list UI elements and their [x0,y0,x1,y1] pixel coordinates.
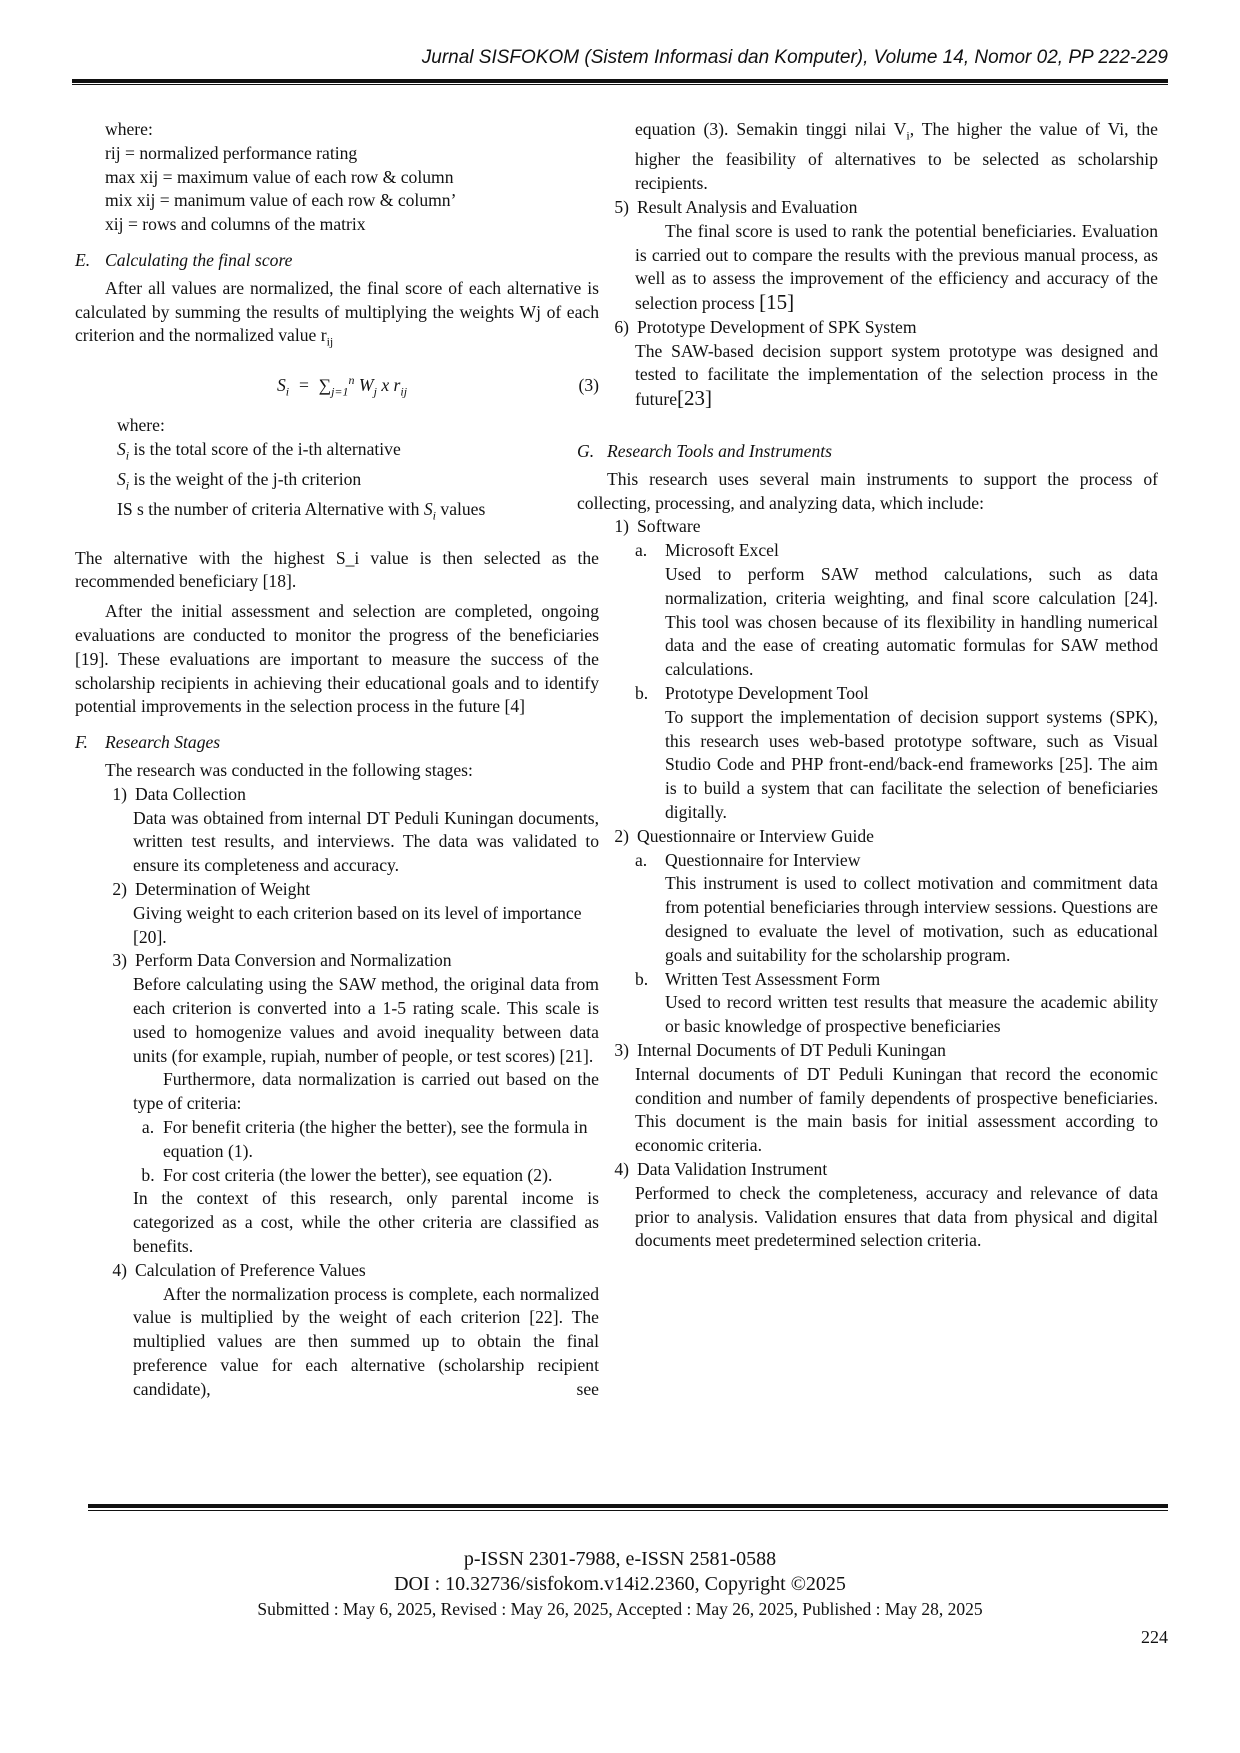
list-item [577,1158,1158,1182]
sublist-title: Microsoft Excel [665,540,779,561]
list-text [635,220,1158,316]
list-number: 1) [112,783,127,804]
list-item [75,949,599,973]
list-text: Giving weight to each criterion based on its level of importance [20]. [133,902,582,947]
list-number: 4) [112,1259,127,1280]
sublist-text: For cost criteria (the lower the better), see equation (2). [163,1164,553,1185]
paragraph-final-score [75,277,599,355]
list-item [577,825,1158,849]
paragraph-text: After all values are normalized, the final score of each alternative is calculated by summing the results of multiplying the weights Wj of each criterion and the normalized value r [75,277,599,346]
list-item [577,316,1158,340]
footer-doi: DOI : 10.32736/sisfokom.v14i2.2360, Copyright ©2025 [394,1573,846,1595]
sublist-text: Used to perform SAW method calculations, such as data normalization, criteria weighting, and final score calculation [24]. This tool was chosen because of its flexibility in handling numerical data and the ease of creating automatic formulas for SAW method calculations. [665,564,1158,680]
list-text [635,340,1158,412]
definition-line: $S_i$ is the weight of the j-th criterion [117,468,362,493]
left-column [75,118,599,1401]
list-item [75,878,599,902]
list-number: 3) [112,950,127,971]
list-title: Calculation of Preference Values [135,1259,366,1280]
stages-intro: The research was conducted in the following stages: [105,759,473,780]
section-title: Research Tools and Instruments [607,441,832,462]
sublist-title: Questionnaire for Interview [665,849,861,870]
list-title: Data Collection [135,783,246,804]
citation: [23] [677,386,713,411]
definition-line: $S_i$ is the total score of the i-th alternative [117,438,401,463]
header-rule [72,79,1168,85]
journal-header: Jurnal SISFOKOM (Sistem Informasi dan Komputer), Volume 14, Nomor 02, PP 222-229 [421,47,1168,68]
list-text: Data was obtained from internal DT Peduli Kuningan documents, written test results, and interviews. The data was validated to ensure its completeness and accuracy. [133,807,599,876]
list-text: Furthermore, data normalization is carried out based on the type of criteria: [133,1069,599,1114]
list-text: Performed to check the completeness, accuracy and relevance of data prior to analysis. Validation ensures that data from physical and digital documents meet predetermined selection criteria. [635,1182,1158,1251]
equation-number: (3) [578,375,599,396]
sublist-item [635,968,1158,992]
list-item [75,1259,599,1283]
sublist-title: Written Test Assessment Form [665,968,881,989]
list-number: 4) [614,1158,629,1179]
list-title: Questionnaire or Interview Guide [637,825,874,846]
citation: [15] [759,290,795,315]
sublist-text: For benefit criteria (the higher the better), see the formula in equation (1). [163,1116,588,1161]
section-title: Research Stages [105,732,221,753]
sublist-number: b. [635,683,649,704]
paragraph-text: The final score is used to rank the potential beneficiaries. Evaluation is carried out to compare the results with the previous manual process, as well as to assess the improvement of the efficiency and accuracy of the selection process [635,220,1158,314]
section-title: Calculating the final score [105,249,293,270]
sublist-number: b. [635,968,649,989]
paragraph-text: equation (3). Semakin tinggi nilai V [635,119,907,139]
sublist-number: a. [635,540,648,561]
footer-rule [88,1504,1168,1511]
list-item [577,515,1158,539]
right-column [577,118,1158,1253]
definition-line: max xij = maximum value of each row & column [105,166,454,187]
sublist-item [635,849,1158,873]
list-title: Result Analysis and Evaluation [637,196,858,217]
section-label: E. [75,249,91,270]
equation-3 [75,369,599,404]
list-number: 1) [614,516,629,537]
section-label: F. [75,732,88,753]
footer-issn: p-ISSN 2301-7988, e-ISSN 2581-0588 [463,1548,777,1570]
section-heading-g [577,440,1158,464]
sublist-text: To support the implementation of decision support systems (SPK), this research uses web-based prototype software, such as Visual Studio Code and PHP front-end/back-end frameworks [25]. The aim is to build a system that can facilitate the selection of beneficiaries digitally. [665,706,1158,823]
definition-line: mix xij = manimum value of each row & column’ [105,190,457,211]
list-text: Before calculating using the SAW method, the original data from each criterion is converted into a 1-5 rating scale. This scale is used to homogenize values and avoid inequality between data units (for example, rupiah, number of people, or test scores) [21]. [133,974,599,1066]
list-item [577,1039,1158,1063]
sublist-number: b. [141,1164,155,1185]
list-text: In the context of this research, only parental income is categorized as a cost, while the other criteria are classified as benefits. [133,1188,599,1256]
list-number: 2) [112,878,127,899]
sublist-text: Used to record written test results that measure the academic ability or basic knowledge of prospective beneficiaries [665,992,1158,1037]
where-label: where: [105,119,153,139]
sublist-item [75,1116,599,1164]
list-number: 6) [614,316,629,337]
list-title: Software [637,516,701,537]
sublist-item [75,1164,599,1188]
list-number: 3) [614,1040,629,1060]
instruments-intro: This research uses several main instruments to support the process of collecting, processing, and analyzing data, which include: [577,468,1158,513]
footer-dates: Submitted : May 6, 2025, Revised : May 26, 2025, Accepted : May 26, 2025, Published : May 28, 2025 [257,1599,983,1619]
list-number: 5) [614,196,629,217]
sublist-number: a. [635,849,648,870]
page-number: 224 [1141,1627,1168,1647]
definition-text: is the total score of the i-th alternative [133,438,401,459]
paragraph-evaluation: After the initial assessment and selection are completed, ongoing evaluations are conducted to monitor the progress of the beneficiaries [19]. These evaluations are important to measure the success of the scholarship recipients in achieving their educational goals and to identify potential improvements in the selection process in the future [4] [75,601,599,717]
list-title: Determination of Weight [135,878,311,899]
paragraph-text: , The higher the value of Vi, the higher the feasibility of alternatives to be selected as scholarship recipients. [635,119,1158,194]
definition-line: rij = normalized performance rating [105,142,358,163]
list-title: Data Validation Instrument [637,1158,828,1179]
subscript: i [906,128,910,143]
list-item [577,196,1158,220]
sublist-item [635,539,1158,563]
sublist-title: Prototype Development Tool [665,683,869,704]
subscript: ij [326,334,334,349]
equation-formula: $S_i = \sum_{j=1}^n$ $W_j$ x $r_{ij}$ [276,372,408,399]
definition-line: IS s the number of criteria Alternative with $S_i$ values [117,499,486,523]
list-title: Internal Documents of DT Peduli Kuningan [637,1040,946,1060]
list-item [75,783,599,807]
list-text: Internal documents of DT Peduli Kuningan that record the economic condition and number of family dependents of prospective beneficiaries. This document is the main basis for initial assessment according to economic criteria. [635,1063,1158,1156]
continued-paragraph [577,118,1158,196]
list-number: 2) [614,825,629,846]
sublist-text: This instrument is used to collect motivation and commitment data from potential beneficiaries through interview sessions. Questions are designed to evaluate the level of motivation, such as educational goals and suitability for the scholarship program. [665,873,1158,965]
list-text: After the normalization process is complete, each normalized value is multiplied by the weight of each criterion [22]. The multiplied values are then summed up to obtain the final preference value for each alternative (scholarship recipient candidate), see [133,1283,599,1399]
paragraph-text: The SAW-based decision support system prototype was designed and tested to facilitate the implementation of the selection process in the future [635,340,1158,410]
list-title: Perform Data Conversion and Normalization [135,950,452,971]
section-label: G. [577,441,595,462]
definition-text: IS s the number of criteria Alternative with [117,499,420,520]
list-title: Prototype Development of SPK System [637,316,917,337]
sublist-item [635,682,1158,706]
paragraph-alternative: The alternative with the highest S_i value is then selected as the recommended beneficiary [18]. [75,547,599,592]
sublist-number: a. [141,1116,155,1137]
where-label: where: [117,414,165,435]
definition-text: values [440,499,486,520]
definition-line: xij = rows and columns of the matrix [105,214,366,235]
section-heading-e [75,249,599,273]
definition-text: is the weight of the j-th criterion [133,468,362,489]
section-heading-f [75,731,599,755]
